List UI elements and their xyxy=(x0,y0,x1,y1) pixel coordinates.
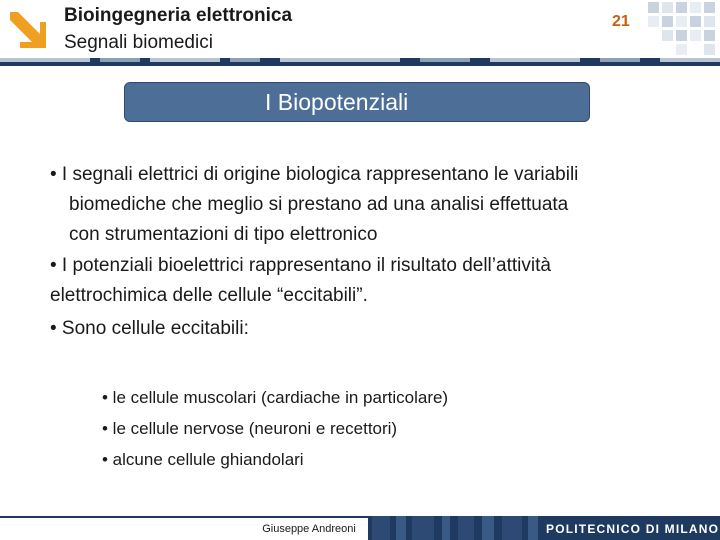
bullet-line: • I potenziali bioelettrici rappresentano il risultato dell’attività xyxy=(50,255,551,276)
politecnico-logo-icon xyxy=(4,6,48,50)
bullet-line: elettrochimica delle cellule “eccitabili”. xyxy=(50,285,368,306)
bullet-line: • I segnali elettrici di origine biologica rappresentano le variabili xyxy=(50,164,579,185)
author-name: Giuseppe Andreoni xyxy=(250,518,368,540)
sub-bullet-item: • alcune cellule ghiandolari xyxy=(102,450,304,469)
bullet-item xyxy=(50,160,578,250)
bullet-line: con strumentazioni di tipo elettronico xyxy=(69,224,378,245)
bullet-line: biomediche che meglio si prestano ad una analisi effettuata xyxy=(69,194,569,215)
bullet-line: • Sono cellule eccitabili: xyxy=(50,318,249,339)
course-subtitle: Segnali biomedici xyxy=(64,32,213,53)
university-brand: POLITECNICO DI MILANO xyxy=(546,522,720,536)
page-number: 21 xyxy=(612,13,630,30)
footer-divider xyxy=(0,516,250,518)
decorative-squares xyxy=(646,0,720,60)
slide-title: I Biopotenziali xyxy=(124,82,590,122)
sub-bullet-item: • le cellule nervose (neuroni e recettori) xyxy=(102,419,398,438)
sub-bullet-item: • le cellule muscolari (cardiache in particolare) xyxy=(102,388,449,407)
footer-decorative-pattern xyxy=(372,516,542,540)
header-divider xyxy=(0,58,720,66)
bullet-item xyxy=(50,314,249,344)
bullet-item xyxy=(50,251,551,311)
footer-left-area xyxy=(0,516,250,540)
course-title: Bioingegneria elettronica xyxy=(64,5,293,26)
